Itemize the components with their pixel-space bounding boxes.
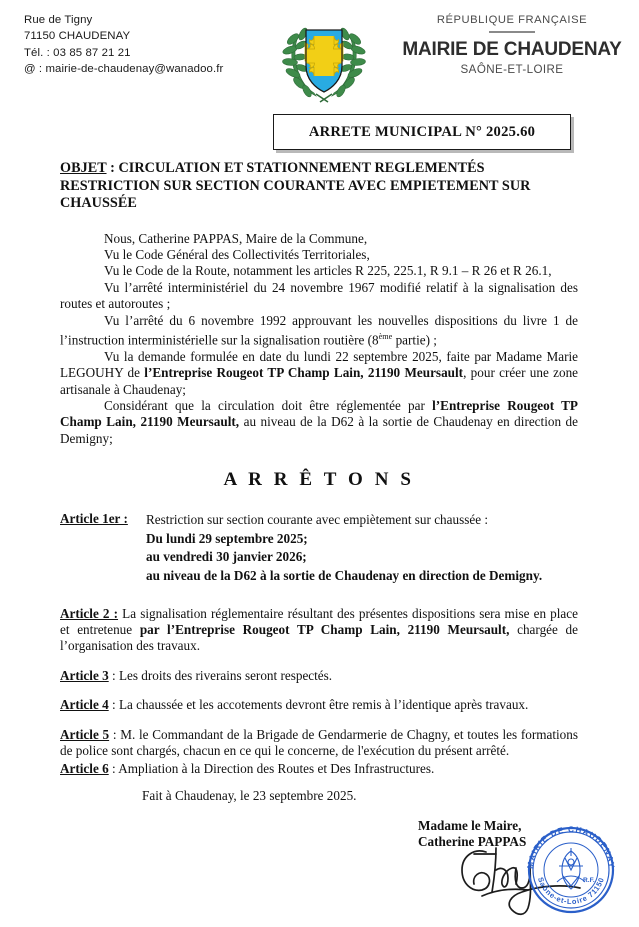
article-6-label: Article 6 [60,761,109,777]
article-2-entreprise: par l’Entreprise Rougeot TP Champ Lain, 21190 Meursault, [139,621,510,637]
recital-considerant-part-a: Considérant que la circulation doit être réglementée par [104,397,433,413]
recital-demande-part-b: , pour créer une zone artisanale à Chaudenay; [60,365,579,397]
recital-considerant-entreprise: l’Entreprise Rougeot TP Champ Lain, 21190 Meursault, [60,397,578,430]
recital-code-route: Vu le Code de la Route, notamment les articles R 225, 225.1, R 9.1 – R 26 et R 26.1, [104,263,552,279]
contact-email: @ : mairie-de-chaudenay@wanadoo.fr [24,62,224,75]
contact-street: Rue de Tigny [24,14,93,26]
recital-nous: Nous, Catherine PAPPAS, Maire de la Commune, [104,230,368,246]
article-4-block [60,697,578,713]
recital-1992-part-b: partie) ; [392,332,437,348]
recital-1992-superscript: ème [378,331,393,341]
official-stamp [519,818,623,922]
republic-header-block [397,14,627,76]
place-and-date: Fait à Chaudenay, le 23 septembre 2025. [142,788,357,803]
article-4-text: : La chaussée et les accotements devront être remis à l’identique après travaux. [108,697,529,713]
article-2-text-b: chargée de l’organisation des travaux. [60,621,578,654]
signer-name: Catherine PAPPAS [418,834,527,849]
contact-city: 71150 CHAUDENAY [24,30,131,43]
contact-phone: Tél. : 03 85 87 21 21 [24,46,131,59]
recital-demande-entreprise: l’Entreprise Rougeot TP Champ Lain, 21190 Meursault [144,365,464,381]
mairie-name: MAIRIE DE CHAUDENAY [402,39,622,60]
recital-arrete-1967: Vu l’arrêté interministériel du 24 novembre 1967 modifié relatif à la signalisation des routes et autoroutes ; [60,279,578,312]
article-2-text-a: La signalisation réglementaire résultant des présentes dispositions sera mise en place et entretenue [60,605,578,637]
objet-line-2: RESTRICTION SUR SECTION COURANTE AVEC EMPIETEMENT SUR [60,177,531,194]
svg-text:MAIRIE DE CHAUDENAY [526,825,616,869]
mairie-contact-block [24,12,223,77]
article-1-line-1: Restriction sur section courante avec empiètement sur chaussée : [146,512,489,528]
recital-demande [60,349,578,398]
signer-title: Madame le Maire, [418,818,522,833]
article-5-text: : M. le Commandant de la Brigade de Gendarmerie de Chagny, et toutes les formations de police sont chargés, chacun en ce qui le concerne, de l'exécution du présent arrêté. [60,726,578,758]
article-6-block [60,761,578,777]
article-3-text: : Les droits des riverains seront respectés. [108,667,333,683]
objet-separator: : [106,160,119,176]
arretons-heading: A R R Ê T O N S [223,469,415,491]
article-1-label: Article 1er : [60,511,128,527]
stamp-top-text: MAIRIE DE CHAUDENAY [525,824,617,870]
article-1-line-2: Du lundi 29 septembre 2025; [146,530,308,546]
article-3-label: Article 3 [60,667,109,683]
signature-block [418,818,526,850]
article-1-line-4: au niveau de la D62 à la sortie de Chaudenay en direction de Demigny. [146,567,543,583]
recital-arrete-1992 [60,313,578,349]
objet-label: OBJET [60,160,107,176]
article-1-content [146,511,578,585]
stamp-bottom-text: Saône-et-Loire 71150 [535,875,606,907]
department-name: SAÔNE-ET-LOIRE [460,63,564,76]
article-5-label: Article 5 [60,726,110,742]
recital-demande-part-a: Vu la demande formulée en date du lundi 22 septembre 2025, faite par Madame Marie LEGOUHY de [60,348,578,381]
stamp-center-text: R.F. [583,877,595,884]
objet-line-3: CHAUSSÉE [60,195,137,211]
document-body [60,160,578,791]
objet-heading [60,160,578,213]
arrete-title-box [273,114,571,150]
article-1-block [60,511,578,585]
recital-1992-part-a: Vu l’arrêté du 6 novembre 1992 approuvant les nouvelles dispositions du livre 1 de l’instruction interministérielle sur la signalisation routière (8 [60,312,578,348]
document-header [0,0,639,108]
article-5-block [60,727,578,760]
article-1-line-3: au vendredi 30 janvier 2026; [146,549,307,565]
header-divider [489,31,535,33]
article-2-block [60,606,578,655]
recital-considerant [60,398,578,447]
article-4-label: Article 4 [60,697,109,713]
recital-cgct: Vu le Code Général des Collectivités Territoriales, [104,246,370,262]
arrete-number-label: ARRETE MUNICIPAL N° 2025.60 [308,123,536,140]
objet-line-1: CIRCULATION ET STATIONNEMENT REGLEMENTÉS [118,160,485,176]
article-6-text: : Ampliation à la Direction des Routes et Des Infrastructures. [108,761,435,777]
recital-considerant-part-b: au niveau de la D62 à la sortie de Chaudenay en direction de Demigny; [60,414,578,446]
coat-of-arms-icon [276,8,372,104]
article-3-block [60,668,578,684]
republique-francaise-label: RÉPUBLIQUE FRANÇAISE [436,14,588,26]
article-2-label: Article 2 : [60,605,119,621]
